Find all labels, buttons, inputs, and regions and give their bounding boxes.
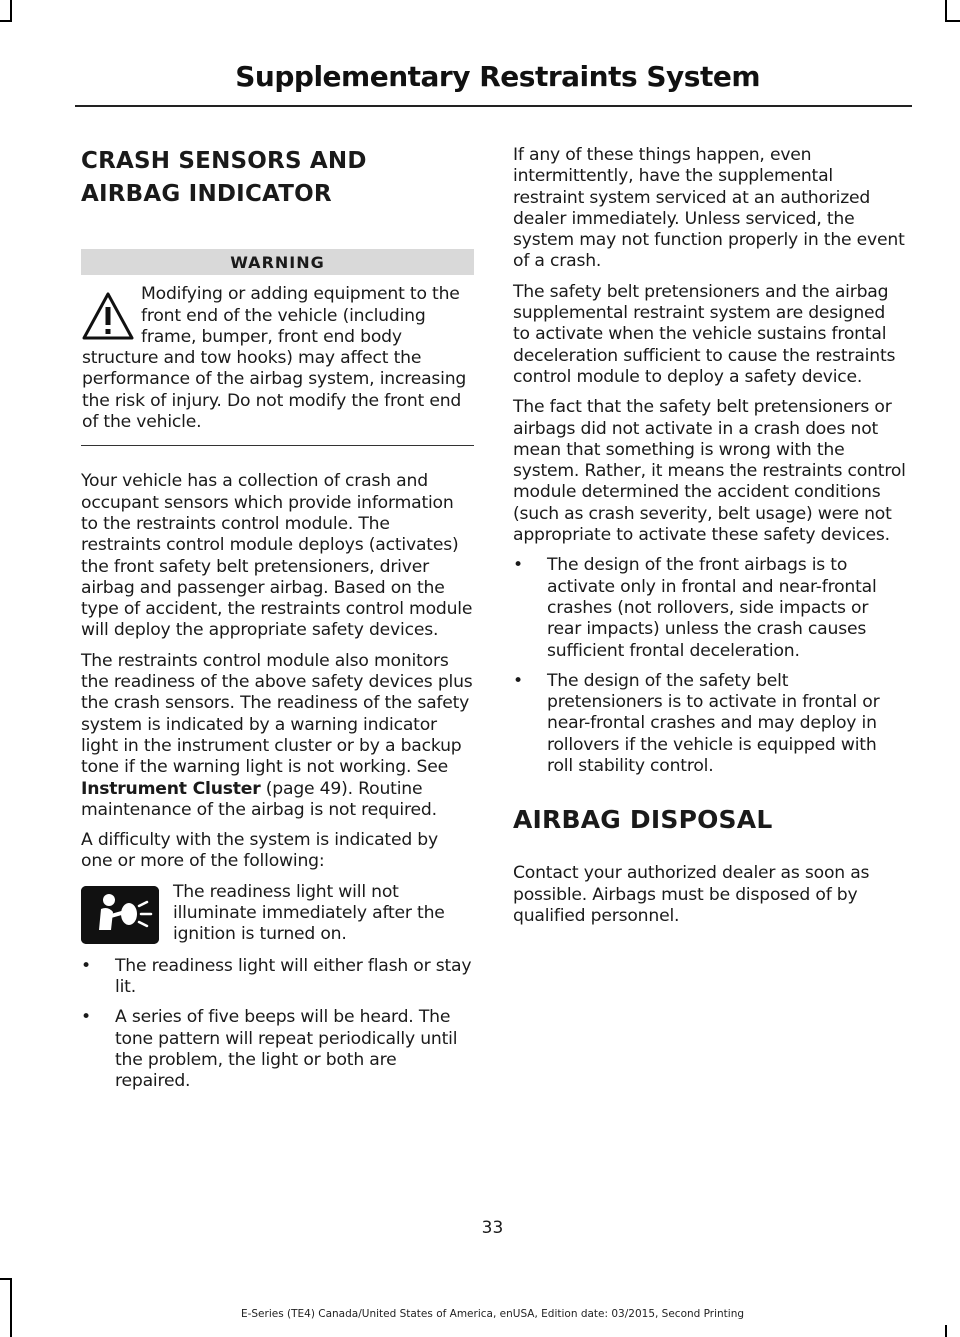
paragraph-sensors-overview: Your vehicle has a collection of crash and occupant sensors which provide information to the restraints control module. The restraints control module deploys (activates) the front safety belt pretensioners, driver airbag and passenger airbag. Based on the type of accident, the restraints control module will deploy the appropriate safety devices. (81, 471, 473, 641)
right-column (513, 145, 907, 936)
paragraph-activation-design: The safety belt pretensioners and the airbag supplemental restraint system are designed to activate when the vehicle sustains frontal deceleration sufficient to cause the restraints control module to deploy a safety device. (513, 281, 896, 387)
crop-mark-bottom-left-horizontal (0, 1278, 12, 1280)
bullet-marker: • (513, 555, 523, 576)
list-item (81, 956, 474, 999)
readiness-light-text: The readiness light will not illuminate immediately after the ignition is turned on. (173, 881, 445, 945)
bullet-marker: • (81, 1007, 91, 1028)
warning-box (81, 284, 474, 446)
section-heading-airbag-disposal: AIRBAG DISPOSAL (513, 805, 773, 835)
paragraph-text: The restraints control module also monitors the readiness of the above safety devices plus the crash sensors. The readiness of the safety system is indicated by a warning indicator light in the instrument cluster or by a backup tone if the warning light is not working. See (81, 650, 473, 778)
readiness-light-block (81, 882, 474, 946)
paragraph-text: (page 49). Routine maintenance of the airbag is not required. (81, 778, 437, 820)
list-item-text: A series of five beeps will be heard. The tone pattern will repeat periodically until the problem, the light or both are repaired. (115, 1007, 458, 1092)
list-item-text: The readiness light will either flash or stay lit. (115, 955, 472, 997)
warning-label: WARNING (81, 249, 474, 275)
list-item-text: The design of the safety belt pretensioners is to activate in frontal or near-frontal crashes and may deploy in rollovers if the vehicle is equipped with roll stability control. (547, 670, 880, 777)
warning-text: Modifying or adding equipment to the front end of the vehicle (including frame, bumper, front end body structure and tow hooks) may affect the performance of the airbag system, increasing the risk of injury. Do not modify the front end of the vehicle. (82, 284, 467, 433)
instrument-cluster-link[interactable]: Instrument Cluster (81, 778, 261, 799)
bullet-marker: • (513, 670, 523, 691)
footer-edition-info: E-Series (TE4) Canada/United States of America, enUSA, Edition date: 03/2015, Second Printing (240, 1308, 745, 1320)
heading-line-1: CRASH SENSORS AND (81, 148, 367, 174)
crop-mark-top-left-horizontal (0, 20, 12, 22)
paragraph-disposal: Contact your authorized dealer as soon as possible. Airbags must be disposed of by qualified personnel. (513, 863, 870, 926)
page-header-title: Supplementary Restraints System (235, 60, 760, 93)
crop-mark-bottom-right-vertical (945, 1325, 947, 1337)
header-rule (75, 105, 912, 107)
difficulty-bullet-list (81, 956, 474, 1093)
crop-mark-top-right-horizontal (945, 20, 960, 22)
paragraph-service-advice: If any of these things happen, even intermittently, have the supplemental restraint system serviced at an authorized dealer immediately. Unless serviced, the system may not function properly in the event of a crash. (513, 145, 905, 272)
paragraph-readiness-monitor (81, 651, 474, 821)
heading-line-2: AIRBAG INDICATOR (81, 181, 332, 207)
crop-mark-top-left-vertical (10, 0, 12, 20)
warning-triangle-icon (81, 290, 135, 344)
list-item (513, 671, 907, 777)
list-item-text: The design of the front airbags is to activate only in frontal and near-frontal crashes (not rollovers, side impacts or rear impacts) unless the crash causes sufficient frontal deceleration. (547, 555, 877, 661)
list-item (513, 555, 907, 661)
crop-mark-top-right-vertical (945, 0, 947, 20)
section-heading-crash-sensors (81, 145, 474, 211)
list-item (81, 1007, 474, 1092)
design-bullet-list (513, 555, 907, 777)
airbag-warning-light-icon (81, 886, 159, 944)
paragraph-difficulty-intro: A difficulty with the system is indicated by one or more of the following: (81, 830, 438, 872)
paragraph-non-activation: The fact that the safety belt pretensioners or airbags did not activate in a crash does not mean that something is wrong with the system. Rather, it means the restraints control module determined the accident conditions (such as crash severity, belt usage) were not appropriate to activate these safety devices. (513, 397, 906, 546)
left-column (81, 145, 474, 1101)
page-number: 33 (481, 1218, 504, 1238)
bullet-marker: • (81, 955, 91, 976)
